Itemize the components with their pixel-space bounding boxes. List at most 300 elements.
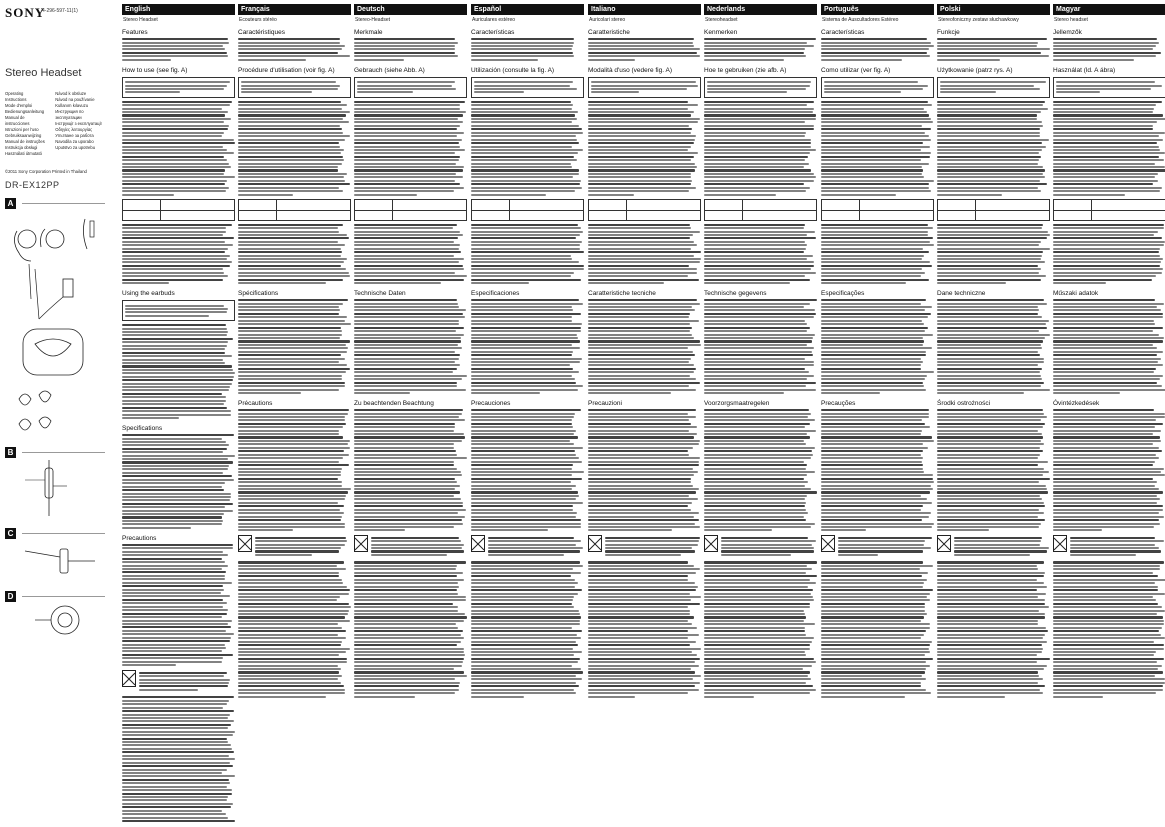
text-line xyxy=(937,606,1049,608)
text-line xyxy=(1053,685,1163,687)
text-line xyxy=(122,461,233,463)
text-line xyxy=(937,658,1050,660)
text-line xyxy=(937,478,1050,480)
language-header: Magyar xyxy=(1053,4,1165,15)
text-line xyxy=(937,330,1039,332)
text-line xyxy=(139,685,228,687)
text-line xyxy=(122,187,229,189)
text-line xyxy=(471,272,574,274)
text-line xyxy=(704,361,814,363)
text-line xyxy=(588,323,690,325)
text-line xyxy=(1053,658,1164,660)
text-line xyxy=(821,101,928,103)
text-line xyxy=(354,111,466,113)
text-line xyxy=(354,354,460,356)
text-line xyxy=(937,190,1041,192)
text-line xyxy=(122,707,223,709)
text-line xyxy=(821,385,924,387)
text-line xyxy=(122,282,169,284)
text-line xyxy=(238,610,349,612)
text-line xyxy=(821,104,932,106)
text-line xyxy=(1053,505,1163,507)
text-line xyxy=(704,59,784,61)
text-line xyxy=(471,593,578,595)
text-line xyxy=(238,323,351,325)
text-line xyxy=(821,327,928,329)
text-line xyxy=(471,416,574,418)
text-line xyxy=(588,471,698,473)
text-line xyxy=(954,547,1049,549)
text-line xyxy=(937,45,1037,47)
data-table xyxy=(122,199,235,221)
text-line xyxy=(704,419,815,421)
text-line xyxy=(821,59,902,61)
text-line xyxy=(821,505,923,507)
text-line xyxy=(704,135,805,137)
text-line xyxy=(1053,637,1165,639)
text-line xyxy=(1053,606,1162,608)
text-line xyxy=(1053,159,1164,161)
text-line xyxy=(238,344,346,346)
text-line xyxy=(838,554,878,556)
text-line xyxy=(588,114,691,116)
text-line xyxy=(238,351,347,353)
text-line xyxy=(937,128,1040,130)
text-line xyxy=(471,152,578,154)
crossed-bin-icon xyxy=(821,535,835,552)
text-line xyxy=(704,436,810,438)
text-line xyxy=(1053,309,1161,311)
text-line xyxy=(354,644,457,646)
text-line xyxy=(937,361,1044,363)
text-line xyxy=(238,231,339,233)
text-line xyxy=(471,121,572,123)
text-line xyxy=(937,101,1045,103)
text-line xyxy=(821,488,933,490)
text-line xyxy=(588,139,695,141)
text-line xyxy=(1053,468,1164,470)
text-line xyxy=(238,52,338,54)
text-line xyxy=(588,630,688,632)
section-title: Technische Daten xyxy=(354,290,406,298)
text-line xyxy=(471,447,583,449)
text-line xyxy=(471,637,581,639)
text-line xyxy=(707,81,811,83)
note-box xyxy=(937,77,1050,98)
text-line xyxy=(937,586,1047,588)
text-line xyxy=(471,450,575,452)
text-line xyxy=(588,275,688,277)
text-line xyxy=(704,529,772,531)
note-box xyxy=(1053,77,1165,98)
text-line xyxy=(354,323,459,325)
text-line xyxy=(704,491,817,493)
text-line xyxy=(588,316,689,318)
section-title: Specifications xyxy=(122,424,163,432)
text-line xyxy=(937,468,1044,470)
text-line xyxy=(937,152,1039,154)
text-line xyxy=(937,648,1043,650)
text-line xyxy=(354,389,466,391)
text-line xyxy=(471,368,573,370)
text-line xyxy=(605,554,681,556)
text-line xyxy=(471,613,580,615)
text-line xyxy=(704,42,807,44)
text-line xyxy=(471,358,582,360)
text-line xyxy=(238,176,344,178)
text-line xyxy=(1053,433,1153,435)
text-line xyxy=(588,634,699,636)
text-line xyxy=(125,305,224,307)
text-line xyxy=(122,448,227,450)
text-line xyxy=(588,474,694,476)
language-name: Navodila za uporabo xyxy=(55,139,94,144)
language-column xyxy=(937,4,1050,824)
text-line xyxy=(354,575,457,577)
text-line xyxy=(1053,261,1161,263)
text-line xyxy=(1053,187,1162,189)
text-line xyxy=(937,382,1044,384)
text-line xyxy=(354,38,455,40)
text-line xyxy=(471,616,581,618)
text-line xyxy=(238,104,347,106)
text-line xyxy=(1053,55,1156,57)
text-line xyxy=(1053,38,1157,40)
text-line xyxy=(125,88,224,90)
text-line xyxy=(821,481,934,483)
text-line xyxy=(122,479,234,481)
text-line xyxy=(122,527,191,529)
text-line xyxy=(821,364,921,366)
text-line xyxy=(488,547,583,549)
text-line xyxy=(471,516,576,518)
text-line xyxy=(238,665,338,667)
text-line xyxy=(1053,114,1163,116)
text-line xyxy=(238,354,341,356)
text-line xyxy=(1053,255,1160,257)
text-line xyxy=(704,582,816,584)
text-line xyxy=(588,661,695,663)
text-line xyxy=(471,306,572,308)
text-line xyxy=(1053,139,1163,141)
text-line xyxy=(821,282,906,284)
language-subtitle: Sistema de Auscultadores Estéreo xyxy=(822,17,899,23)
text-line xyxy=(588,685,695,687)
text-line xyxy=(704,368,805,370)
disposal-notice xyxy=(354,535,467,557)
text-line xyxy=(122,48,225,50)
text-line xyxy=(122,258,227,260)
text-line xyxy=(238,599,337,601)
text-line xyxy=(354,128,457,130)
text-line xyxy=(937,474,1043,476)
text-line xyxy=(704,354,813,356)
text-line xyxy=(937,169,1045,171)
text-line xyxy=(1070,544,1155,546)
text-line xyxy=(588,565,694,567)
text-line xyxy=(588,128,692,130)
text-line xyxy=(821,334,933,336)
text-line xyxy=(821,471,924,473)
text-line xyxy=(937,488,1047,490)
text-line xyxy=(821,190,931,192)
data-table xyxy=(704,199,817,221)
text-line xyxy=(122,717,228,719)
text-line xyxy=(238,671,339,673)
text-line xyxy=(588,495,689,497)
text-line xyxy=(704,575,817,577)
text-line xyxy=(471,169,579,171)
text-line xyxy=(937,244,1039,246)
text-line xyxy=(1053,491,1163,493)
text-line xyxy=(122,135,222,137)
text-line xyxy=(238,512,344,514)
text-line xyxy=(821,692,931,694)
text-line xyxy=(357,91,413,93)
text-line xyxy=(1053,461,1155,463)
section-title: Dane techniczne xyxy=(937,290,986,298)
text-line xyxy=(821,38,927,40)
text-line xyxy=(471,344,572,346)
text-line xyxy=(471,630,582,632)
text-line xyxy=(1053,651,1156,653)
text-line xyxy=(354,166,464,168)
crossed-bin-icon xyxy=(937,535,951,552)
text-line xyxy=(354,603,453,605)
text-line xyxy=(588,572,696,574)
text-line xyxy=(122,810,222,812)
text-line xyxy=(704,658,814,660)
text-line xyxy=(821,440,934,442)
text-line xyxy=(937,108,1048,110)
text-line xyxy=(238,637,346,639)
text-line xyxy=(821,320,922,322)
text-line xyxy=(238,519,341,521)
language-list-left xyxy=(5,91,45,157)
text-line xyxy=(471,176,573,178)
text-line xyxy=(354,48,455,50)
text-line xyxy=(238,565,337,567)
text-line xyxy=(591,88,687,90)
text-line xyxy=(588,361,689,363)
text-line xyxy=(588,616,694,618)
text-line xyxy=(125,91,180,93)
text-line xyxy=(238,128,342,130)
text-line xyxy=(122,338,233,340)
text-line xyxy=(471,620,580,622)
text-line xyxy=(821,111,927,113)
text-line xyxy=(1070,540,1164,542)
text-line xyxy=(238,368,350,370)
text-line xyxy=(588,340,700,342)
text-line xyxy=(588,152,698,154)
data-table xyxy=(821,199,934,221)
text-line xyxy=(1053,509,1163,511)
text-line xyxy=(821,596,927,598)
text-line xyxy=(838,550,923,552)
text-line xyxy=(937,323,1046,325)
text-line xyxy=(821,132,925,134)
text-line xyxy=(1053,190,1160,192)
text-line xyxy=(471,227,581,229)
text-line xyxy=(471,433,574,435)
text-line xyxy=(704,55,806,57)
text-line xyxy=(821,371,934,373)
text-line xyxy=(122,101,232,103)
text-line xyxy=(354,478,455,480)
text-line xyxy=(588,354,695,356)
text-line xyxy=(821,593,930,595)
text-line xyxy=(821,255,924,257)
text-line xyxy=(354,139,462,141)
text-line xyxy=(122,417,179,419)
text-line xyxy=(937,149,1042,151)
text-line xyxy=(238,48,342,50)
text-line xyxy=(471,108,572,110)
text-line xyxy=(588,241,694,243)
text-line xyxy=(371,544,464,546)
model-name: DR-EX12PP xyxy=(5,180,60,190)
text-line xyxy=(122,758,235,760)
language-column xyxy=(354,4,467,824)
text-line xyxy=(588,169,695,171)
text-line xyxy=(238,272,349,274)
language-header: Português xyxy=(821,4,934,15)
text-line xyxy=(937,685,1045,687)
text-line xyxy=(588,48,700,50)
figure-d-header xyxy=(5,591,105,602)
text-line xyxy=(937,258,1041,260)
disposal-notice xyxy=(704,535,817,557)
text-line xyxy=(471,45,573,47)
language-column xyxy=(704,4,817,824)
text-line xyxy=(704,523,815,525)
text-line xyxy=(354,423,455,425)
text-line xyxy=(937,641,1047,643)
text-line xyxy=(704,648,810,650)
text-line xyxy=(704,623,815,625)
text-line xyxy=(471,364,570,366)
text-line xyxy=(821,299,926,301)
language-column xyxy=(821,4,934,824)
text-line xyxy=(354,255,454,257)
text-line xyxy=(354,409,463,411)
text-line xyxy=(704,268,811,270)
text-line xyxy=(937,464,1038,466)
text-line xyxy=(937,371,1040,373)
text-line xyxy=(588,190,689,192)
text-line xyxy=(238,159,344,161)
text-line xyxy=(704,389,816,391)
text-line xyxy=(354,589,457,591)
text-line xyxy=(588,512,699,514)
text-line xyxy=(471,268,584,270)
text-line xyxy=(471,498,576,500)
text-line xyxy=(371,550,464,552)
text-line xyxy=(238,682,341,684)
text-line xyxy=(488,540,581,542)
text-line xyxy=(354,498,461,500)
text-line xyxy=(238,613,348,615)
text-line xyxy=(471,361,580,363)
text-line xyxy=(238,194,293,196)
text-line xyxy=(588,272,697,274)
text-line xyxy=(471,568,573,570)
text-line xyxy=(1053,481,1157,483)
text-line xyxy=(937,163,1038,165)
text-line xyxy=(471,651,582,653)
text-line xyxy=(238,433,339,435)
text-line xyxy=(238,101,341,103)
text-line xyxy=(354,582,458,584)
text-line xyxy=(122,248,228,250)
text-line xyxy=(354,156,460,158)
text-line xyxy=(937,644,1042,646)
text-line xyxy=(937,529,989,531)
text-line xyxy=(821,620,921,622)
text-line xyxy=(1053,59,1134,61)
text-line xyxy=(588,682,700,684)
text-line xyxy=(238,582,343,584)
text-line xyxy=(354,334,464,336)
text-line xyxy=(704,502,806,504)
text-line xyxy=(238,132,343,134)
text-line xyxy=(354,187,464,189)
text-line xyxy=(704,637,814,639)
figure-a-header xyxy=(5,198,105,209)
text-line xyxy=(122,558,222,560)
text-line xyxy=(588,579,688,581)
text-line xyxy=(1056,91,1100,93)
figure-divider xyxy=(22,203,105,204)
text-line xyxy=(937,231,1048,233)
cover-title: Stereo Headset xyxy=(5,67,82,79)
text-line xyxy=(471,378,575,380)
text-line xyxy=(241,91,312,93)
text-line xyxy=(354,648,464,650)
text-line xyxy=(471,519,581,521)
text-line xyxy=(371,537,459,539)
text-line xyxy=(821,426,930,428)
text-line xyxy=(122,748,232,750)
section-title: Especificações xyxy=(821,290,865,298)
text-line xyxy=(354,392,410,394)
text-line xyxy=(238,461,339,463)
text-line xyxy=(704,234,807,236)
figure-a-illustration xyxy=(5,209,105,439)
section-title: Środki ostrożności xyxy=(937,399,991,407)
text-line xyxy=(354,599,466,601)
text-line xyxy=(471,248,580,250)
section-title: Features xyxy=(122,29,148,36)
text-line xyxy=(937,426,1043,428)
text-line xyxy=(1053,42,1159,44)
text-line xyxy=(704,512,808,514)
text-line xyxy=(821,474,933,476)
text-line xyxy=(122,793,232,795)
text-line xyxy=(354,313,463,315)
text-line xyxy=(238,436,343,438)
text-line xyxy=(821,419,922,421)
text-line xyxy=(357,88,456,90)
text-line xyxy=(588,347,688,349)
text-line xyxy=(354,45,455,47)
text-line xyxy=(1053,575,1158,577)
text-line xyxy=(821,187,929,189)
text-line xyxy=(122,582,232,584)
text-line xyxy=(238,579,342,581)
text-line xyxy=(704,227,804,229)
